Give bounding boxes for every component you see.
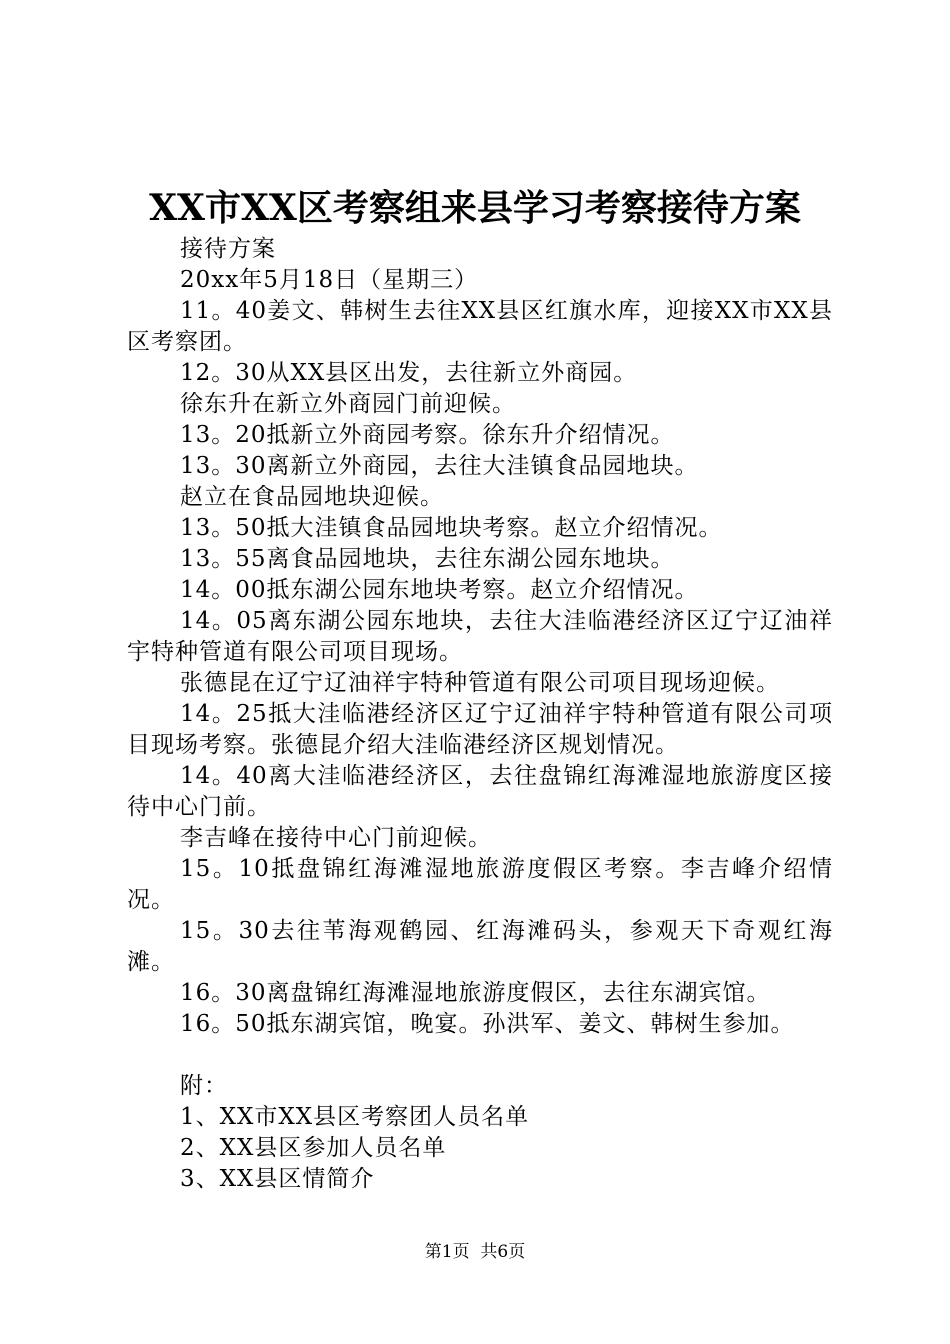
attachments-heading: 附：: [180, 1073, 228, 1099]
attachment-item: 2、XX县区参加人员名单: [180, 1135, 447, 1161]
blank-line: [127, 1040, 833, 1071]
paragraph: 15。30去往苇海观鹤园、红海滩码头，参观天下奇观红海滩。: [127, 918, 833, 975]
paragraph: 14。25抵大洼临港经济区辽宁辽油祥宇特种管道有限公司项目现场考察。张德昆介绍大洼临港经济区规划情况。: [127, 701, 833, 758]
document-body: [127, 234, 833, 1195]
paragraph: 李吉峰在接待中心门前迎候。: [180, 825, 492, 851]
paragraph: 13。20抵新立外商园考察。徐东升介绍情况。: [180, 422, 675, 448]
document-title: XX市XX区考察组来县学习考察接待方案: [149, 187, 801, 229]
paragraph: 张德昆在辽宁辽油祥宇特种管道有限公司项目现场迎候。: [180, 670, 780, 696]
paragraph: 14。00抵东湖公园东地块考察。赵立介绍情况。: [180, 577, 699, 603]
paragraph: 12。30从XX县区出发，去往新立外商园。: [180, 360, 638, 386]
paragraph: 14。05离东湖公园东地块，去往大洼临港经济区辽宁辽油祥宇特种管道有限公司项目现场。: [127, 608, 833, 665]
attachment-item: 3、XX县区情简介: [180, 1166, 375, 1192]
paragraph: 20xx年5月18日（星期三）: [180, 267, 479, 293]
paragraph: 16。30离盘锦红海滩湿地旅游度假区，去往东湖宾馆。: [180, 980, 771, 1006]
paragraph: 16。50抵东湖宾馆，晚宴。孙洪军、姜文、韩树生参加。: [180, 1011, 795, 1037]
paragraph: 接待方案: [180, 236, 276, 262]
attachment-item: 1、XX市XX县区考察团人员名单: [180, 1104, 530, 1130]
paragraph: 徐东升在新立外商园门前迎候。: [180, 391, 516, 417]
paragraph: 赵立在食品园地块迎候。: [180, 484, 444, 510]
page-footer: 第1页 共6页: [424, 1242, 526, 1262]
paragraph: 13。55离食品园地块，去往东湖公园东地块。: [180, 546, 675, 572]
paragraph: 15。10抵盘锦红海滩湿地旅游度假区考察。李吉峰介绍情况。: [127, 856, 833, 913]
paragraph: 14。40离大洼临港经济区，去往盘锦红海滩湿地旅游度区接待中心门前。: [127, 763, 833, 820]
paragraph: 13。30离新立外商园，去往大洼镇食品园地块。: [180, 453, 699, 479]
paragraph: 11。40姜文、韩树生去往XX县区红旗水库，迎接XX市XX县区考察团。: [127, 298, 833, 355]
paragraph: 13。50抵大洼镇食品园地块考察。赵立介绍情况。: [180, 515, 723, 541]
